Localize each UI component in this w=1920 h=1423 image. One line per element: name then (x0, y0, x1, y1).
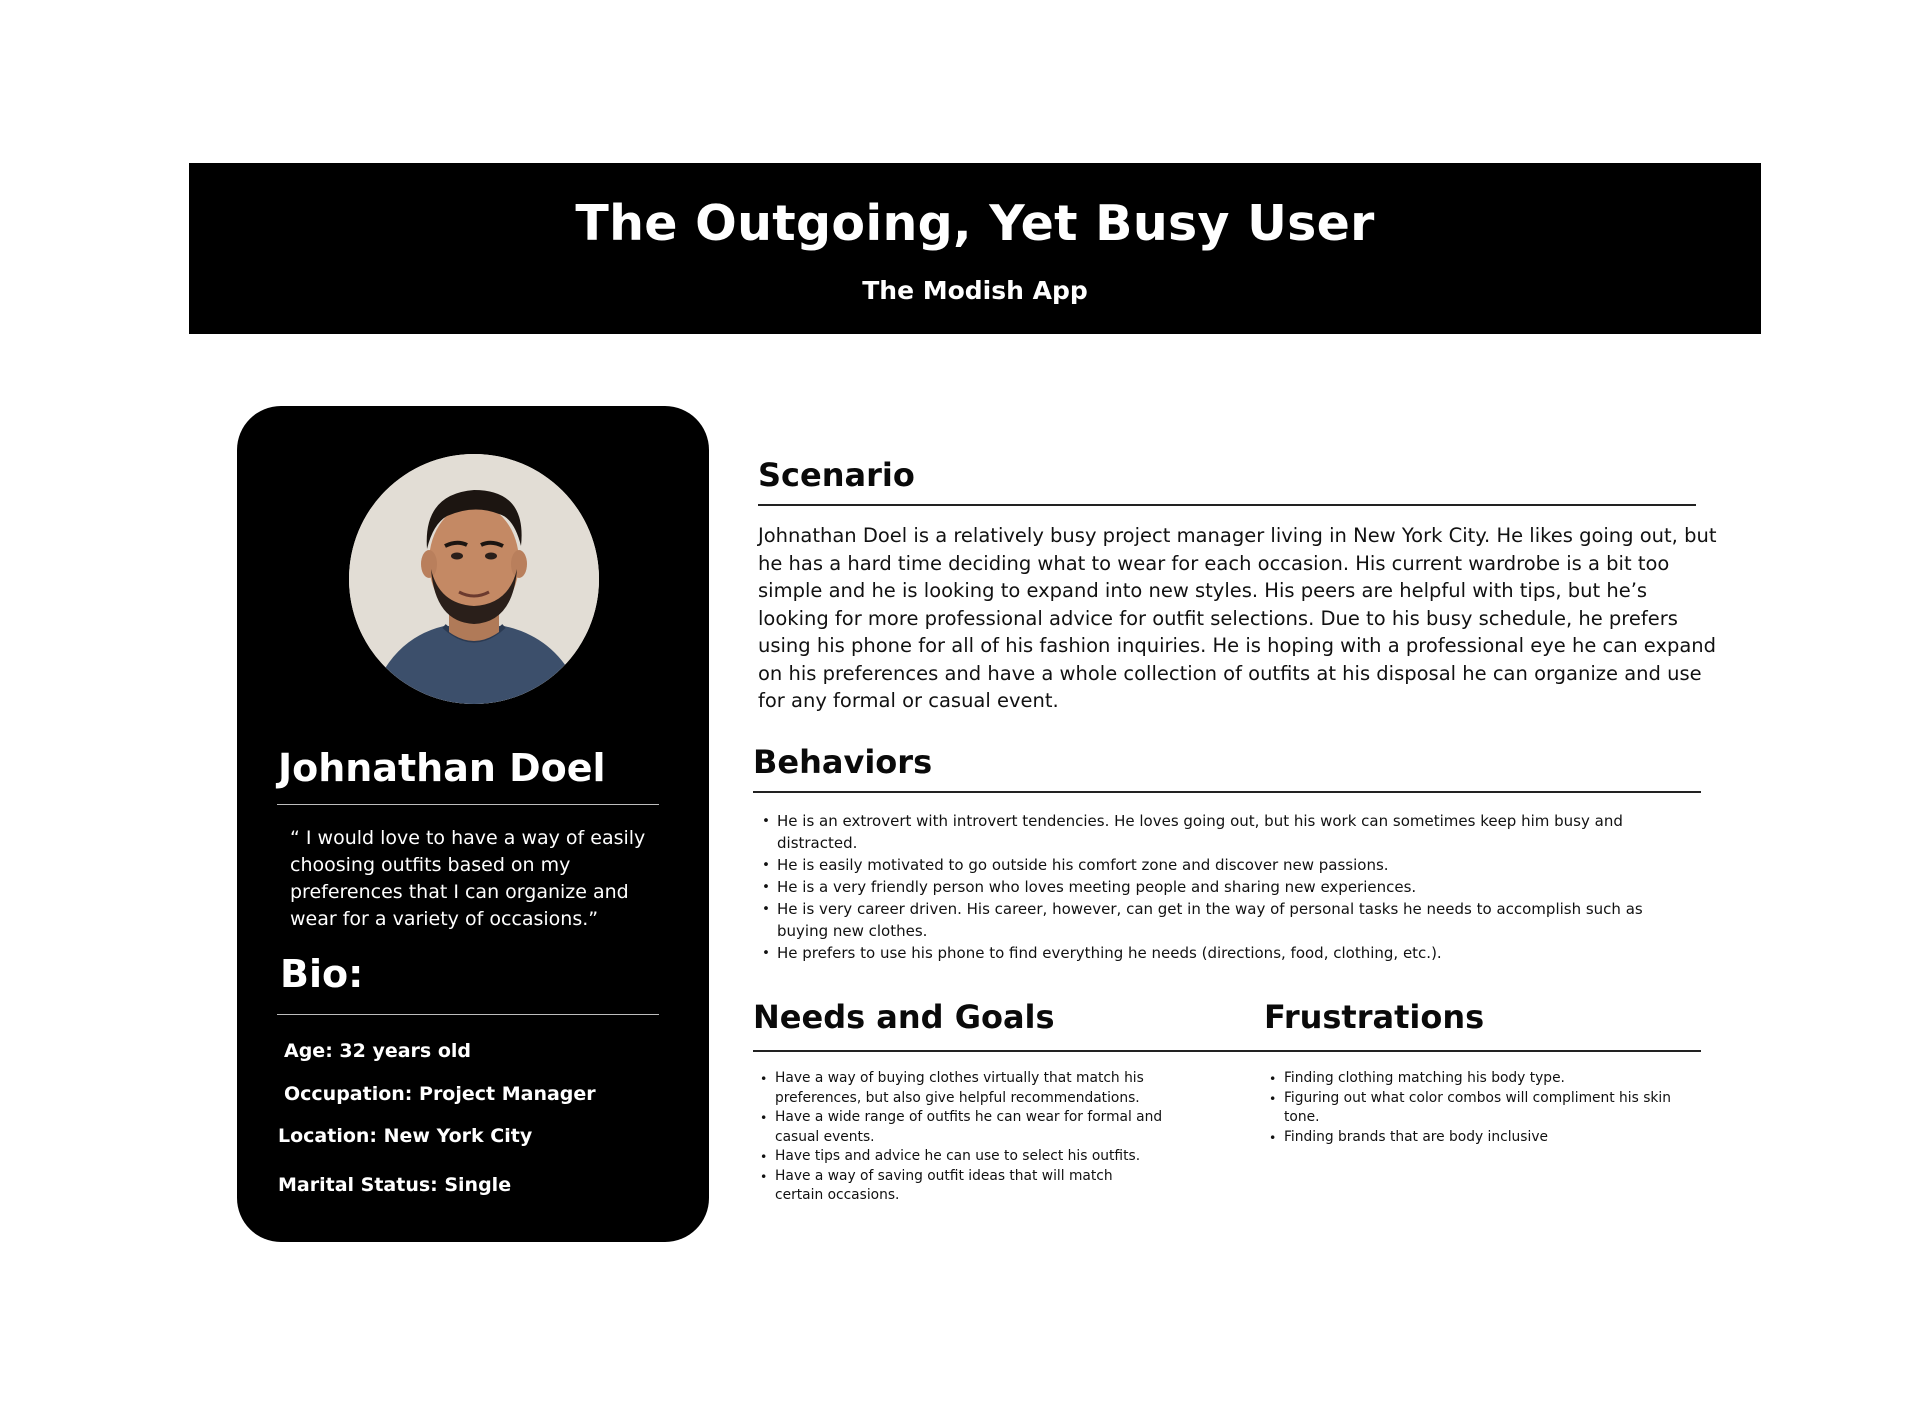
divider (277, 804, 659, 805)
list-item: • Finding brands that are body inclusive (1284, 1128, 1684, 1148)
frustrations-list (1284, 1069, 1684, 1147)
needs-goals-heading: Needs and Goals (753, 998, 1055, 1036)
divider (277, 1014, 659, 1015)
list-item: • Finding clothing matching his body type. (1284, 1069, 1684, 1089)
bio-location: Location: New York City (278, 1125, 533, 1147)
persona-name: Johnathan Doel (278, 746, 606, 790)
bio-age: Age: 32 years old (284, 1040, 472, 1062)
list-item: • He is an extrovert with introvert tendencies. He loves going out, but his work can sometimes keep him busy and distracted. (777, 810, 1657, 854)
header-banner (189, 163, 1761, 334)
needs-goals-list (775, 1069, 1165, 1206)
list-item: • Have a wide range of outfits he can wear for formal and casual events. (775, 1108, 1165, 1147)
person-portrait-icon (349, 454, 599, 704)
list-item: • Figuring out what color combos will compliment his skin tone. (1284, 1089, 1684, 1128)
page-subtitle: The Modish App (862, 276, 1088, 305)
list-item: • Have a way of buying clothes virtually that match his preferences, but also give helpful recommendations. (775, 1069, 1165, 1108)
persona-quote: “ I would love to have a way of easily choosing outfits based on my preferences that I can organize and wear for a variety of occasions.” (290, 827, 646, 930)
divider (758, 504, 1696, 506)
list-item: • He is very career driven. His career, however, can get in the way of personal tasks he needs to accomplish such as buying new clothes. (777, 898, 1657, 942)
avatar (349, 454, 599, 704)
list-item: • He is a very friendly person who loves meeting people and sharing new experiences. (777, 876, 1657, 898)
list-item: • He is easily motivated to go outside his comfort zone and discover new passions. (777, 854, 1657, 876)
bio-marital-status: Marital Status: Single (278, 1174, 512, 1196)
bio-heading: Bio: (280, 952, 364, 996)
list-item: • Have a way of saving outfit ideas that will match certain occasions. (775, 1167, 1165, 1206)
list-item: • He prefers to use his phone to find everything he needs (directions, food, clothing, etc.). (777, 942, 1657, 964)
divider (753, 1050, 1701, 1052)
divider (753, 791, 1701, 793)
bio-occupation: Occupation: Project Manager (284, 1083, 596, 1105)
page-title: The Outgoing, Yet Busy User (575, 195, 1375, 252)
behaviors-list (777, 810, 1657, 964)
profile-card (237, 406, 709, 1242)
scenario-text: Johnathan Doel is a relatively busy project manager living in New York City. He likes going out, but he has a hard time deciding what to wear for each occasion. His current wardrobe is a bit too simple and he is looking to expand into new styles. His peers are helpful with tips, but he’s looking for more professional advice for outfit selections. Due to his busy schedule, he prefers using his phone for all of his fashion inquiries. He is hoping with a professional eye he can expand on his preferences and have a whole collection of outfits at his disposal he can organize and use for any formal or casual event. (758, 524, 1717, 712)
scenario-heading: Scenario (758, 456, 915, 494)
frustrations-heading: Frustrations (1264, 998, 1485, 1036)
list-item: • Have tips and advice he can use to select his outfits. (775, 1147, 1165, 1167)
behaviors-heading: Behaviors (753, 743, 933, 781)
